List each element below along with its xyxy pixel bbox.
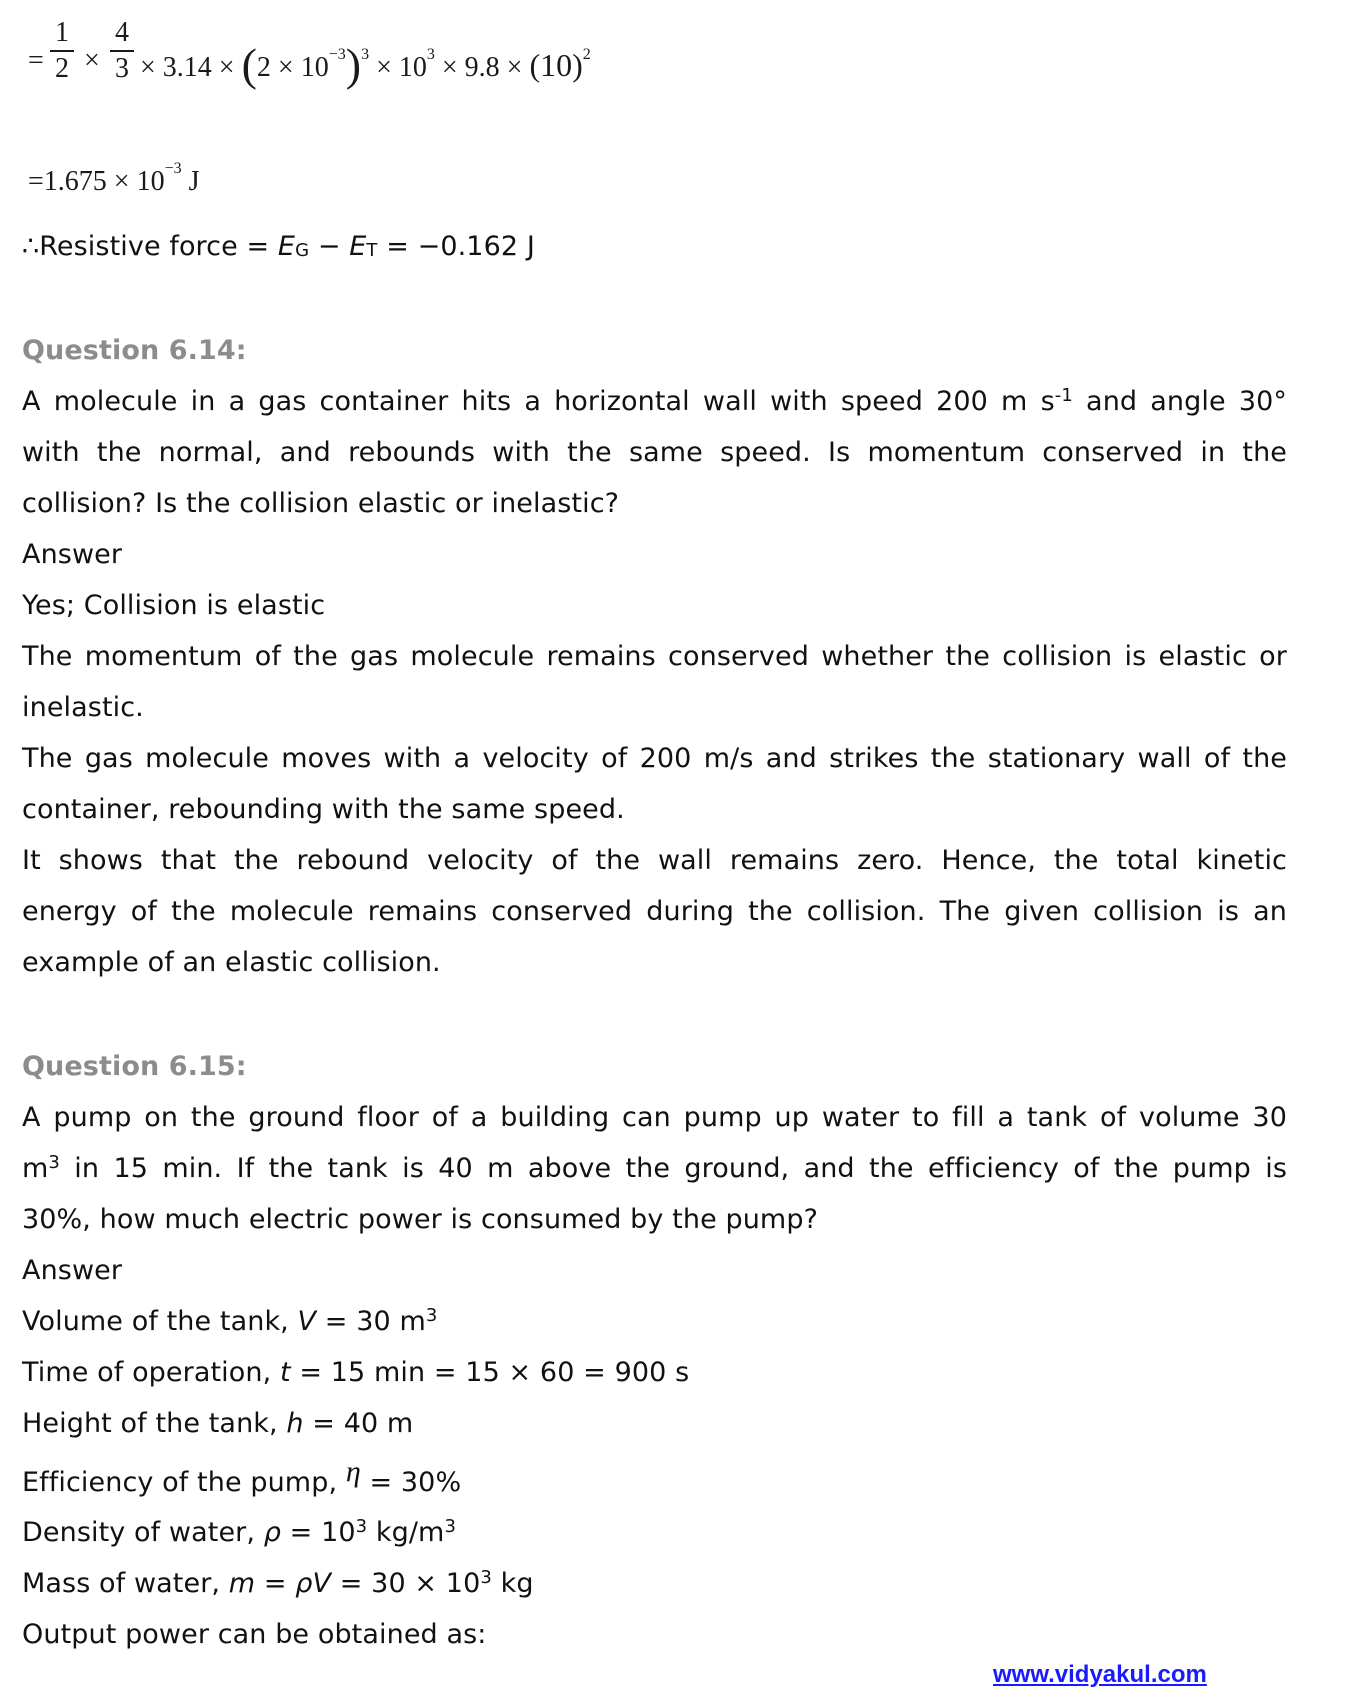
q614-answer-line-4: The gas molecule moves with a velocity of 200 m/s and strikes the stationary wall of the <box>22 743 1287 774</box>
eq-equals: = <box>28 45 44 76</box>
question-6-14-heading: Question 6.14: <box>22 335 247 366</box>
vidyakul-website-link[interactable]: www.vidyakul.com <box>993 1661 1207 1688</box>
q615-volume-line: Volume of the tank, V = 30 $m^3$ <box>22 1305 438 1337</box>
q614-text-line-1: A molecule in a gas container hits a horizontal wall with speed 200 m $s^{-1}$ and angle 30° <box>22 385 1287 417</box>
eta-symbol: η <box>345 1455 361 1488</box>
q615-height-line: Height of the tank, h = 40 m <box>22 1408 414 1439</box>
question-6-15-heading: Question 6.15: <box>22 1051 247 1082</box>
q615-answer-label: Answer <box>22 1255 123 1286</box>
resistive-force-line: ∴Resistive force = $E_G - E_T = -0.162$ J <box>22 231 535 262</box>
q615-text-line-2: $m^3$ in 15 min. If the tank is 40 m above the ground, and the efficiency of the pump is <box>22 1152 1287 1184</box>
q614-text-line-3: collision? Is the collision elastic or inelastic? <box>22 488 620 519</box>
q614-answer-line-5: container, rebounding with the same speed. <box>22 794 625 825</box>
q614-text-line-2: with the normal, and rebounds with the same speed. Is momentum conserved in the <box>22 437 1287 468</box>
q615-efficiency-line: Efficiency of the pump, η = 30% <box>22 1455 462 1498</box>
q614-answer-label: Answer <box>22 539 123 570</box>
q615-text-line-1: A pump on the ground floor of a building can pump up water to fill a tank of volume 30 <box>22 1102 1287 1133</box>
q615-output-power-line: Output power can be obtained as: <box>22 1619 487 1650</box>
q614-answer-line-7: energy of the molecule remains conserved during the collision. The given collision is an <box>22 896 1287 927</box>
q614-answer-line-8: example of an elastic collision. <box>22 947 441 978</box>
q615-density-line: Density of water, $\rho = 10^3$ $kg/m^3$ <box>22 1516 457 1548</box>
q614-answer-line-2: The momentum of the gas molecule remains conserved whether the collision is elastic or <box>22 641 1287 672</box>
eq-times: × <box>84 45 100 76</box>
q614-answer-line-1: Yes; Collision is elastic <box>22 590 326 621</box>
q614-answer-line-6: It shows that the rebound velocity of the wall remains zero. Hence, the total kinetic <box>22 845 1287 876</box>
fraction-four-thirds: 4 3 <box>110 18 134 84</box>
q615-mass-line: Mass of water, $m = \rho V = 30 \times 10^3$ kg <box>22 1567 534 1599</box>
document-page <box>22 0 1287 1703</box>
energy-result: $=1.675 \times 10^{-3}$ J <box>28 160 200 197</box>
q615-text-line-3: 30%, how much electric power is consumed by the pump? <box>22 1204 818 1235</box>
eq-body: × $3.14 \times (2 \times 10^{-3})^3 \times 10^3 \times 9.8 \times (10)^2$ <box>140 39 591 90</box>
q614-answer-line-3: inelastic. <box>22 692 144 723</box>
fraction-one-half: 1 2 <box>50 18 74 84</box>
q615-time-line: Time of operation, t = 15 min = 15 × 60 = 900 s <box>22 1357 690 1388</box>
energy-equation <box>28 18 928 108</box>
